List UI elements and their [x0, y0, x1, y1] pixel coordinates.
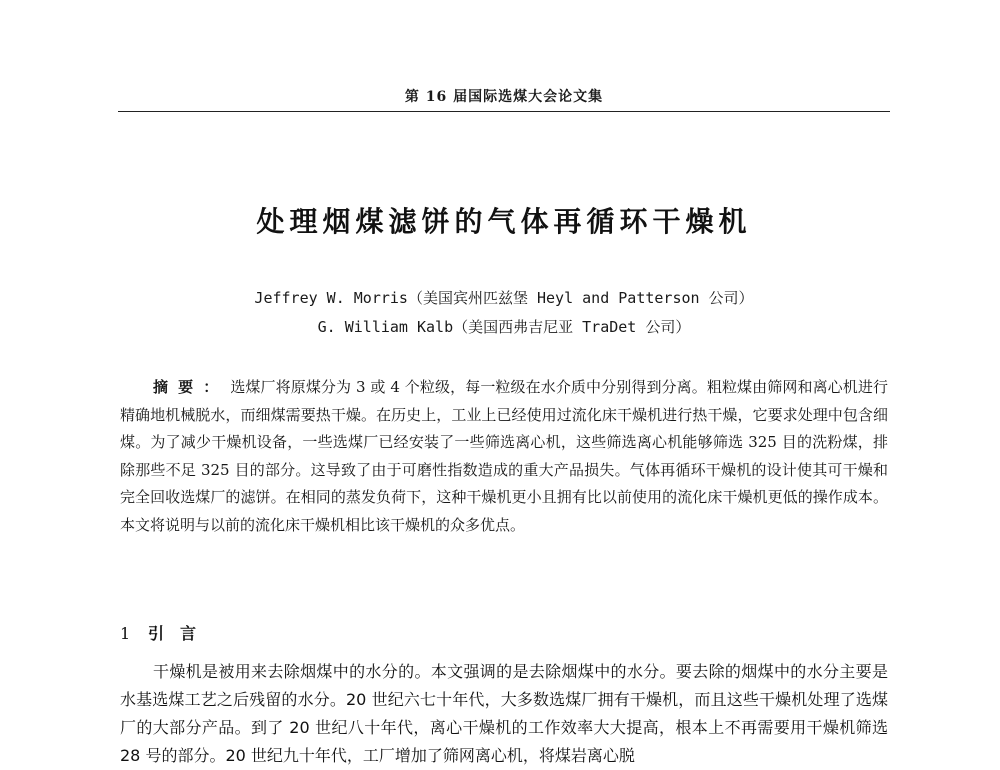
abstract-paragraph	[120, 374, 888, 539]
header-divider	[118, 111, 890, 112]
paper-title: 处理烟煤滤饼的气体再循环干燥机	[256, 205, 752, 238]
body-paragraph: 干燥机是被用来去除烟煤中的水分的。本文强调的是去除烟煤中的水分。要去除的烟煤中的水分主要是水基选煤工艺之后残留的水分。20 世纪六七十年代，大多数选煤厂拥有干燥机，而且这些干燥机处理了选煤厂的大部分产品。到了 20 世纪八十年代，离心干燥机的工作效率大大提高，根本上不再需要用干燥机筛选 28 号的部分。20 世纪九十年代，工厂增加了筛网离心机，将煤岩离心脱	[120, 662, 888, 765]
abstract-label: 摘要：	[153, 378, 229, 396]
author-line-1: Jeffrey W. Morris（美国宾州匹兹堡 Heyl and Patterson 公司）	[254, 289, 754, 307]
author-line-2: G. William Kalb（美国西弗吉尼亚 TraDet 公司）	[317, 318, 691, 336]
abstract-text: 选煤厂将原煤分为 3 或 4 个粒级，每一粒级在水介质中分别得到分离。粗粒煤由筛网和离心机进行精确地机械脱水，而细煤需要热干燥。在历史上，工业上已经使用过流化床干燥机进行热干燥，它要求处理中包含细煤。为了减少干燥机设备，一些选煤厂已经安装了一些筛选离心机，这些筛选离心机能够筛选 325 目的洗粉煤，排除那些不足 325 目的部分。这导致了由于可磨性指数造成的重大产品损失。气体再循环干燥机的设计使其可干燥和完全回收选煤厂的滤饼。在相同的蒸发负荷下，这种干燥机更小且拥有比以前使用的流化床干燥机更低的操作成本。本文将说明与以前的流化床干燥机相比该干燥机的众多优点。	[120, 378, 888, 534]
section-heading	[120, 621, 212, 644]
section-title: 引言	[148, 624, 213, 643]
running-header: 第 16 届国际选煤大会论文集	[404, 89, 604, 105]
section-number: 1	[120, 624, 131, 643]
